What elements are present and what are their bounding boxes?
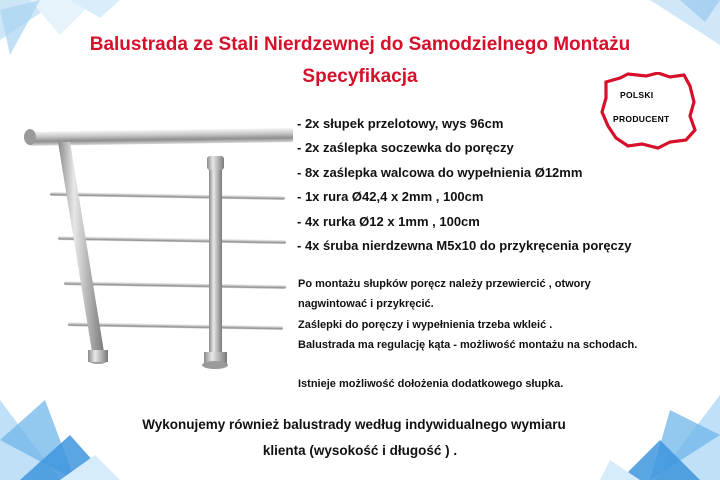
note-line: Po montażu słupków poręcz należy przewiercić , otwory xyxy=(298,278,591,290)
spec-list xyxy=(297,112,632,258)
badge-text-top: POLSKI xyxy=(620,90,654,100)
list-item: - 2x zaślepka soczewka do poręczy xyxy=(297,140,514,156)
page-title: Balustrada ze Stali Nierdzewnej do Samodzielnego Montażu xyxy=(89,34,631,55)
note-line: Balustrada ma regulację kąta - możliwość montażu na schodach. xyxy=(298,339,638,351)
list-item: - 2x słupek przelotowy, wys 96cm xyxy=(297,116,504,131)
railing-product-image xyxy=(18,120,293,388)
list-item: - 1x rura Ø42,4 x 2mm , 100cm xyxy=(297,189,484,205)
note-line: nagwintować i przykręcić. xyxy=(298,298,434,310)
list-item: - 8x zaślepka walcowa do wypełnienia Ø12mm xyxy=(297,164,583,180)
list-item: - 4x rurka Ø12 x 1mm , 100cm xyxy=(297,213,480,229)
badge-text-bottom: PRODUCENT xyxy=(613,114,670,124)
list-item: - 4x śruba nierdzewna M5x10 do przykręcenia poręczy xyxy=(297,238,632,254)
page-subtitle: Specyfikacja xyxy=(302,66,418,87)
custom-order-note-cont: klienta (wysokość i długość ) . xyxy=(262,443,458,458)
note-line: Zaślepki do poręczy i wypełnienia trzeba wkleić . xyxy=(298,319,553,331)
extra-post-note: Istnieje możliwość dołożenia dodatkowego słupka. xyxy=(298,378,564,390)
custom-order-note: Wykonujemy również balustrady według indywidualnego wymiaru xyxy=(142,417,566,432)
